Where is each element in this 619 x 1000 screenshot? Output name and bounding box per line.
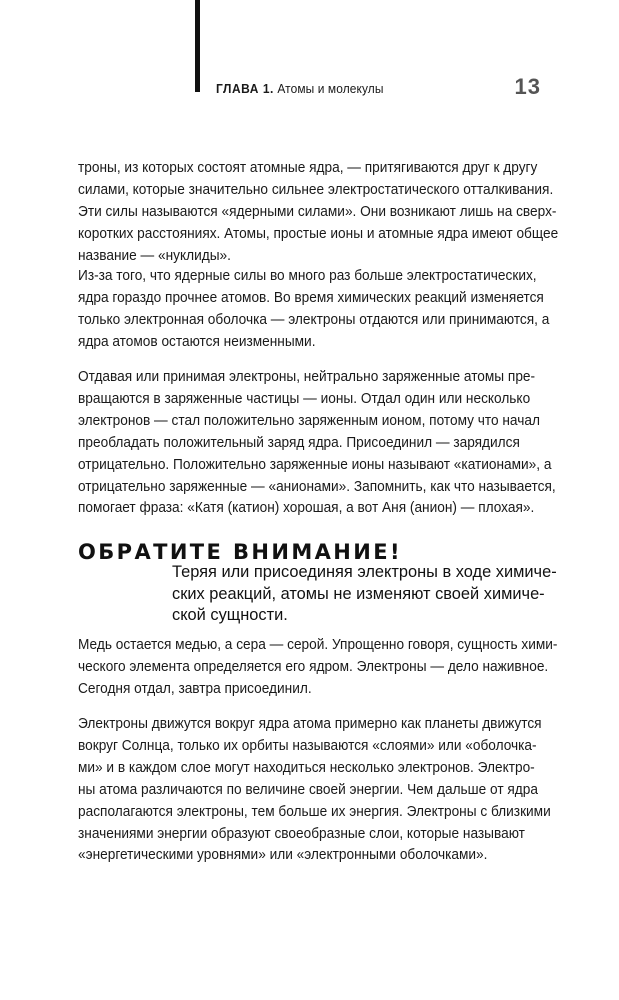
chapter-label: ГЛАВА 1. xyxy=(216,81,274,96)
text-line: ядра атомов остаются неизменными. xyxy=(78,332,316,350)
text-line: отрицательно. Положительно заряженные ионы называют «катионами», а xyxy=(78,455,552,473)
text-line: помогает фраза: «Катя (катион) хорошая, а вот Аня (анион) — плохая». xyxy=(78,499,535,517)
note-line: ской сущности. xyxy=(172,606,288,624)
paragraph-4 xyxy=(78,634,558,700)
text-line: только электронная оболочка — электроны отдаются или принимаются, а xyxy=(78,310,550,328)
text-line: силами, которые значительно сильнее электростатического отталкивания. xyxy=(78,180,554,198)
text-line: название — «нуклиды». xyxy=(78,246,231,264)
paragraph-2 xyxy=(78,265,550,353)
text-line: электронов — стал положительно заряженным ионом, потому что начал xyxy=(78,411,540,429)
paragraph-5 xyxy=(78,713,551,866)
note-body xyxy=(172,562,557,627)
chapter-title: Атомы и молекулы xyxy=(277,81,384,96)
text-line: Эти силы называются «ядерными силами». Они возникают лишь на сверх- xyxy=(78,202,557,220)
text-line: Сегодня отдал, завтра присоединил. xyxy=(78,679,312,697)
text-line: Электроны движутся вокруг ядра атома примерно как планеты движутся xyxy=(78,715,542,732)
text-line: преобладать положительный заряд ядра. Присоединил — зарядился xyxy=(78,433,520,451)
text-line: «энергетическими уровнями» или «электронными оболочками». xyxy=(78,846,488,864)
header-vertical-rule xyxy=(195,0,200,92)
text-line: отрицательно заряженные — «анионами». Запомнить, как что называется, xyxy=(78,477,556,495)
text-line: ческого элемента определяется его ядром. Электроны — дело наживное. xyxy=(78,657,549,675)
text-line: коротких расстояниях. Атомы, простые ионы и атомные ядра имеют общее xyxy=(78,224,559,242)
text-line: располагаются электроны, тем больше их энергия. Электроны с близкими xyxy=(78,802,551,820)
running-head xyxy=(216,81,384,96)
note-line: Теряя или присоединяя электроны в ходе химиче- xyxy=(172,563,557,581)
text-line: значениями энергии образуют своеобразные слои, которые называют xyxy=(78,824,525,842)
text-line: Из-за того, что ядерные силы во много раз больше электростатических, xyxy=(78,267,537,284)
text-line: ми» и в каждом слое могут находиться несколько электронов. Электро- xyxy=(78,758,535,776)
text-line: вокруг Солнца, только их орбиты называются «слоями» или «оболочка- xyxy=(78,736,537,754)
paragraph-3 xyxy=(78,366,556,519)
text-line: вращаются в заряженные частицы — ионы. Отдал один или несколько xyxy=(78,389,531,407)
text-line: Отдавая или принимая электроны, нейтрально заряженные атомы пре- xyxy=(78,368,536,385)
text-line: троны, из которых состоят атомные ядра, — притягиваются друг к другу xyxy=(78,159,538,176)
paragraph-1 xyxy=(78,157,559,267)
text-line: Медь остается медью, а сера — серой. Упрощенно говоря, сущность хими- xyxy=(78,636,558,653)
text-line: ны атома различаются по величине своей энергии. Чем дальше от ядра xyxy=(78,780,538,798)
note-line: ских реакций, атомы не изменяют своей химиче- xyxy=(172,584,545,603)
page-number: 13 xyxy=(514,74,541,99)
text-line: ядра гораздо прочнее атомов. Во время химических реакций изменяется xyxy=(78,288,544,306)
note-heading: ОБРАТИТЕ ВНИМАНИЕ! xyxy=(78,540,402,564)
